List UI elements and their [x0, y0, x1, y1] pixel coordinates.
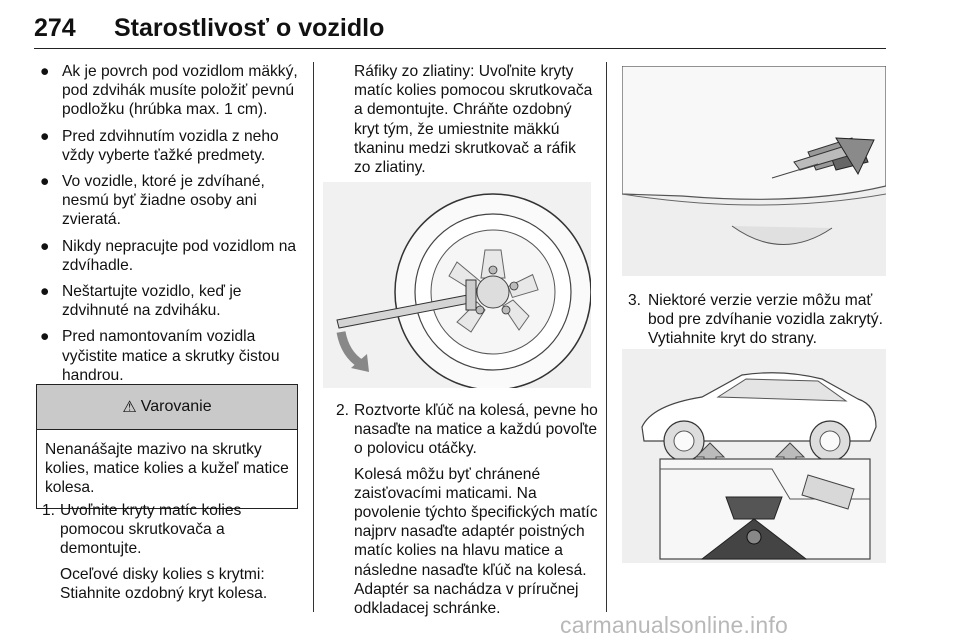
step-paragraph: Kolesá môžu byť chránené zaisťovacími maticami. Na povolenie týchto špecifických matíc najprv nasaďte adaptér poistných matíc kolies na hlavu matice a následne nasaďte kľúč na kolesá. Adaptér sa nachádza v príručnej odkladacej schránke. — [354, 465, 598, 618]
step-number: 1. — [42, 502, 56, 519]
list-item-text: Pred zdvihnutím vozidla z neho vždy vyberte ťažké predmety. — [62, 127, 279, 164]
step-3 — [622, 291, 892, 349]
warning-header — [37, 385, 297, 430]
bullet-icon: ● — [40, 328, 50, 346]
list-item — [36, 327, 298, 385]
step-paragraph: Oceľové disky kolies s krytmi: Stiahnite ozdobný kryt kolesa. — [60, 565, 268, 602]
page-title: Starostlivosť o vozidlo — [114, 14, 385, 42]
column-left — [36, 62, 298, 392]
warning-box — [36, 384, 298, 509]
step-1 — [36, 501, 298, 603]
page-header — [34, 14, 886, 49]
wheel-wrench-illustration — [323, 182, 591, 388]
step-text: Roztvorte kľúč na kolesá, pevne ho nasaďte na matice a každú povoľte o polovicu otáčky. — [354, 402, 598, 458]
list-item-text: Pred namontovaním vozidla vyčistite matice a skrutky čistou handrou. — [62, 328, 280, 384]
alloy-rim-instructions: Ráfiky zo zliatiny: Uvoľnite kryty matíc kolies pomocou skrutkovača a demontujte. Chráňte ozdobný kryt tým, že umiestnite mäkkú tkaninu medzi skrutkovač a ráfik zo zliatiny. — [354, 63, 593, 177]
bullet-icon: ● — [40, 63, 50, 80]
step-number: 2. — [336, 402, 350, 419]
bullet-icon: ● — [40, 237, 50, 255]
column-divider-right — [606, 62, 607, 612]
list-item — [36, 127, 298, 165]
column-divider-left — [313, 62, 314, 612]
list-item-text: Neštartujte vozidlo, keď je zdvihnuté na zdviháku. — [62, 283, 242, 320]
warning-icon: ⚠ — [122, 399, 137, 416]
step-text: Uvoľnite kryty matíc kolies pomocou skrutkovača a demontujte. — [60, 502, 242, 558]
car-jacking-points-illustration — [622, 349, 886, 563]
warning-title: Varovanie — [140, 398, 212, 415]
warning-text: Nenanášajte mazivo na skrutky kolies, matice kolies a kužeľ matice kolesa. — [45, 441, 289, 497]
step-number: 3. — [628, 292, 642, 309]
bullet-icon: ● — [40, 283, 50, 301]
bullet-icon: ● — [40, 173, 50, 191]
list-item — [36, 62, 298, 120]
underbody-cover-illustration — [622, 66, 886, 276]
bullet-icon: ● — [40, 127, 50, 145]
list-item — [36, 282, 298, 320]
watermark: carmanualsonline.info — [560, 612, 788, 638]
step-text: Niektoré verzie verzie môžu mať bod pre zdvíhanie vozidla zakrytý. Vytiahnite kryt do strany. — [648, 292, 883, 348]
precaution-list — [36, 62, 298, 385]
list-item-text: Vo vozidle, ktoré je zdvíhané, nesmú byť žiadne osoby ani zvieratá. — [62, 173, 265, 229]
list-item-text: Nikdy nepracujte pod vozidlom na zdvíhadle. — [62, 237, 297, 274]
list-item — [36, 237, 298, 275]
list-item — [36, 172, 298, 230]
step-2 — [338, 401, 598, 618]
list-item-text: Ak je povrch pod vozidlom mäkký, pod zdvihák musíte položiť pevnú podložku (hrúbka max. 1 cm). — [62, 63, 298, 119]
page-number: 274 — [34, 14, 76, 42]
